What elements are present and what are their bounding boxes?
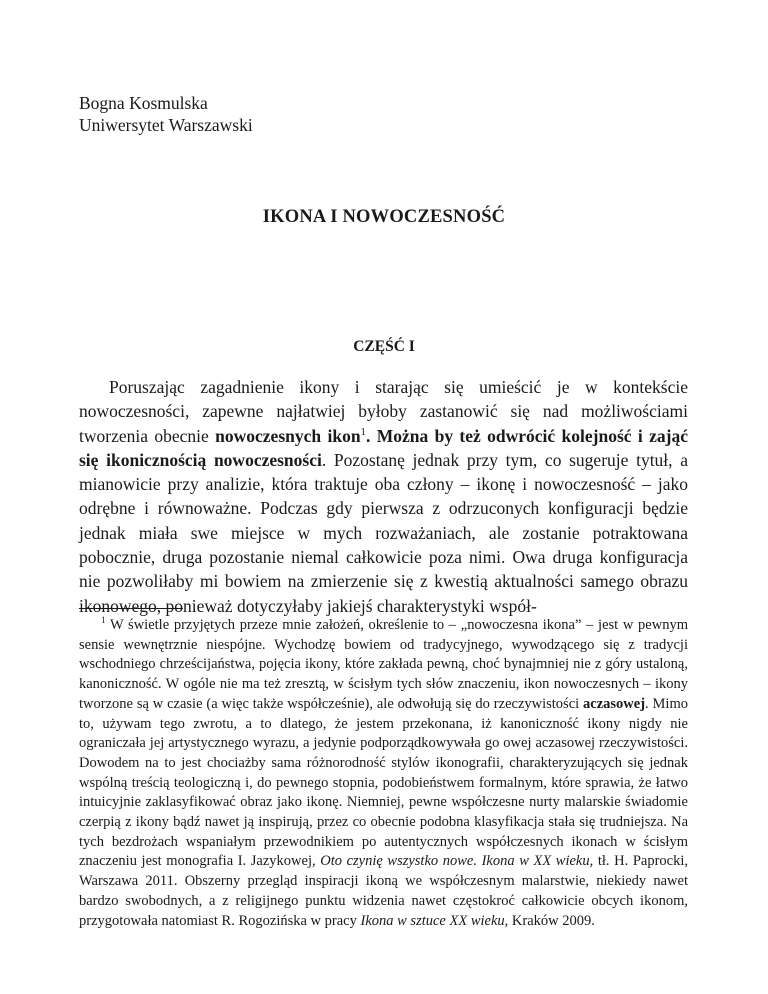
footnote-book-title: Oto czynię wszystko nowe. Ikona w XX wieku xyxy=(320,853,590,870)
paragraph-bold-text: nowoczesnych ikon xyxy=(215,425,361,446)
footnote-text: , Kraków 2009. xyxy=(504,912,595,929)
paragraph-bold-text: . Można by też odwrócić kolejność i zająć się ikonicznością nowoczesności xyxy=(79,425,689,470)
section-heading: CZĘŚĆ I xyxy=(353,338,415,355)
paragraph-text: Poruszając zagadnienie ikony i starając się umieścić je w kontekście nowoczesności, zapewne najłatwiej byłoby zastanowić się nad możliwościami tworzenia obecnie xyxy=(79,377,688,446)
body-paragraph xyxy=(79,375,688,618)
footnote-text: W świetle przyjętych przeze mnie założeń, określenie to – „nowoczesna ikona” – jest w pewnym sensie wewnętrznie niespójne. Wychodzę bowiem od tradycyjnego, wywodzącego się z tradycji wschodniego chrześcijaństwa, pojęcia ikony, które zakłada pewną, choć bynajmniej nie z góry ustaloną, kanoniczność. W ogóle nie ma też zresztą, w ścisłym tych słów znaczeniu, ikon nowoczesnych – ikony tworzone są w czasie (a więc także współcześnie), ale odwołują się do rzeczywistości xyxy=(79,617,688,712)
author-block xyxy=(79,92,253,136)
footnote-text: . Mimo to, używam tego zwrotu, a to dlatego, że jestem przekonana, iż kanoniczność ikony nigdy nie ograniczała jej artystycznego wyrazu, a jedynie podporządkowywała go owej aczasowej rzeczywistości. Dowodem na to jest chociażby sama różnorodność stylów ikonografii, charakteryzujących się jednak wspólną treścią teologiczną i, do pewnego stopnia, podobieństwem formalnym, które sprawia, że łatwo intuicyjnie zaklasyfikować obraz jako ikonę. Niemniej, pewne współczesne nurty malarskie świadomie czerpią z ikony bądź nawet ją inspirują, przez co obecnie podobna klasyfikacja stała się trudniejsza. Na tych bezdrożach wspaniałym przewodnikiem po autentycznych współczesnych ikonach w ścisłym znaczeniu jest monografia I. Jazykowej, xyxy=(79,695,688,870)
footnote-number: 1 xyxy=(101,615,106,626)
footnote-text: , tł. H. Paprocki, Warszawa 2011. Obszerny przegląd inspiracji ikoną we współczesnym malarstwie, niekiedy nawet bardzo swobodnych, a z religijnego punktu widzenia nawet częstokroć całkowicie obcych ikonom, przygotowała natomiast R. Rogozińska w pracy xyxy=(79,853,688,929)
footnote xyxy=(79,616,688,931)
footnote-bold-text: aczasowej xyxy=(583,695,646,712)
footnote-separator xyxy=(79,608,183,609)
author-affiliation: Uniwersytet Warszawski xyxy=(79,115,253,135)
author-name: Bogna Kosmulska xyxy=(79,93,208,113)
paragraph-text: . Pozostanę jednak przy tym, co sugeruje tytuł, a mianowicie przy analizie, która traktuje oba człony – ikonę i nowoczesność – jako odrębne i równoważne. Podczas gdy pierwsza z odrzuconych konfiguracji będzie jednak miała swe miejsce w mych rozważaniach, ale zostanie potraktowana pobocznie, druga pozostanie niemal całkowicie poza nimi. Owa druga konfiguracja nie pozwoliłaby mi bowiem na zmierzenie się z kwestią aktualności samego obrazu ikonowego, ponieważ dotyczyłaby jakiejś charakterystyki współ- xyxy=(79,449,688,616)
footnote-book-title: Ikona w sztuce XX wieku xyxy=(360,912,505,929)
article-title: IKONA I NOWOCZESNOŚĆ xyxy=(262,207,506,227)
footnote-reference: 1 xyxy=(360,425,366,438)
